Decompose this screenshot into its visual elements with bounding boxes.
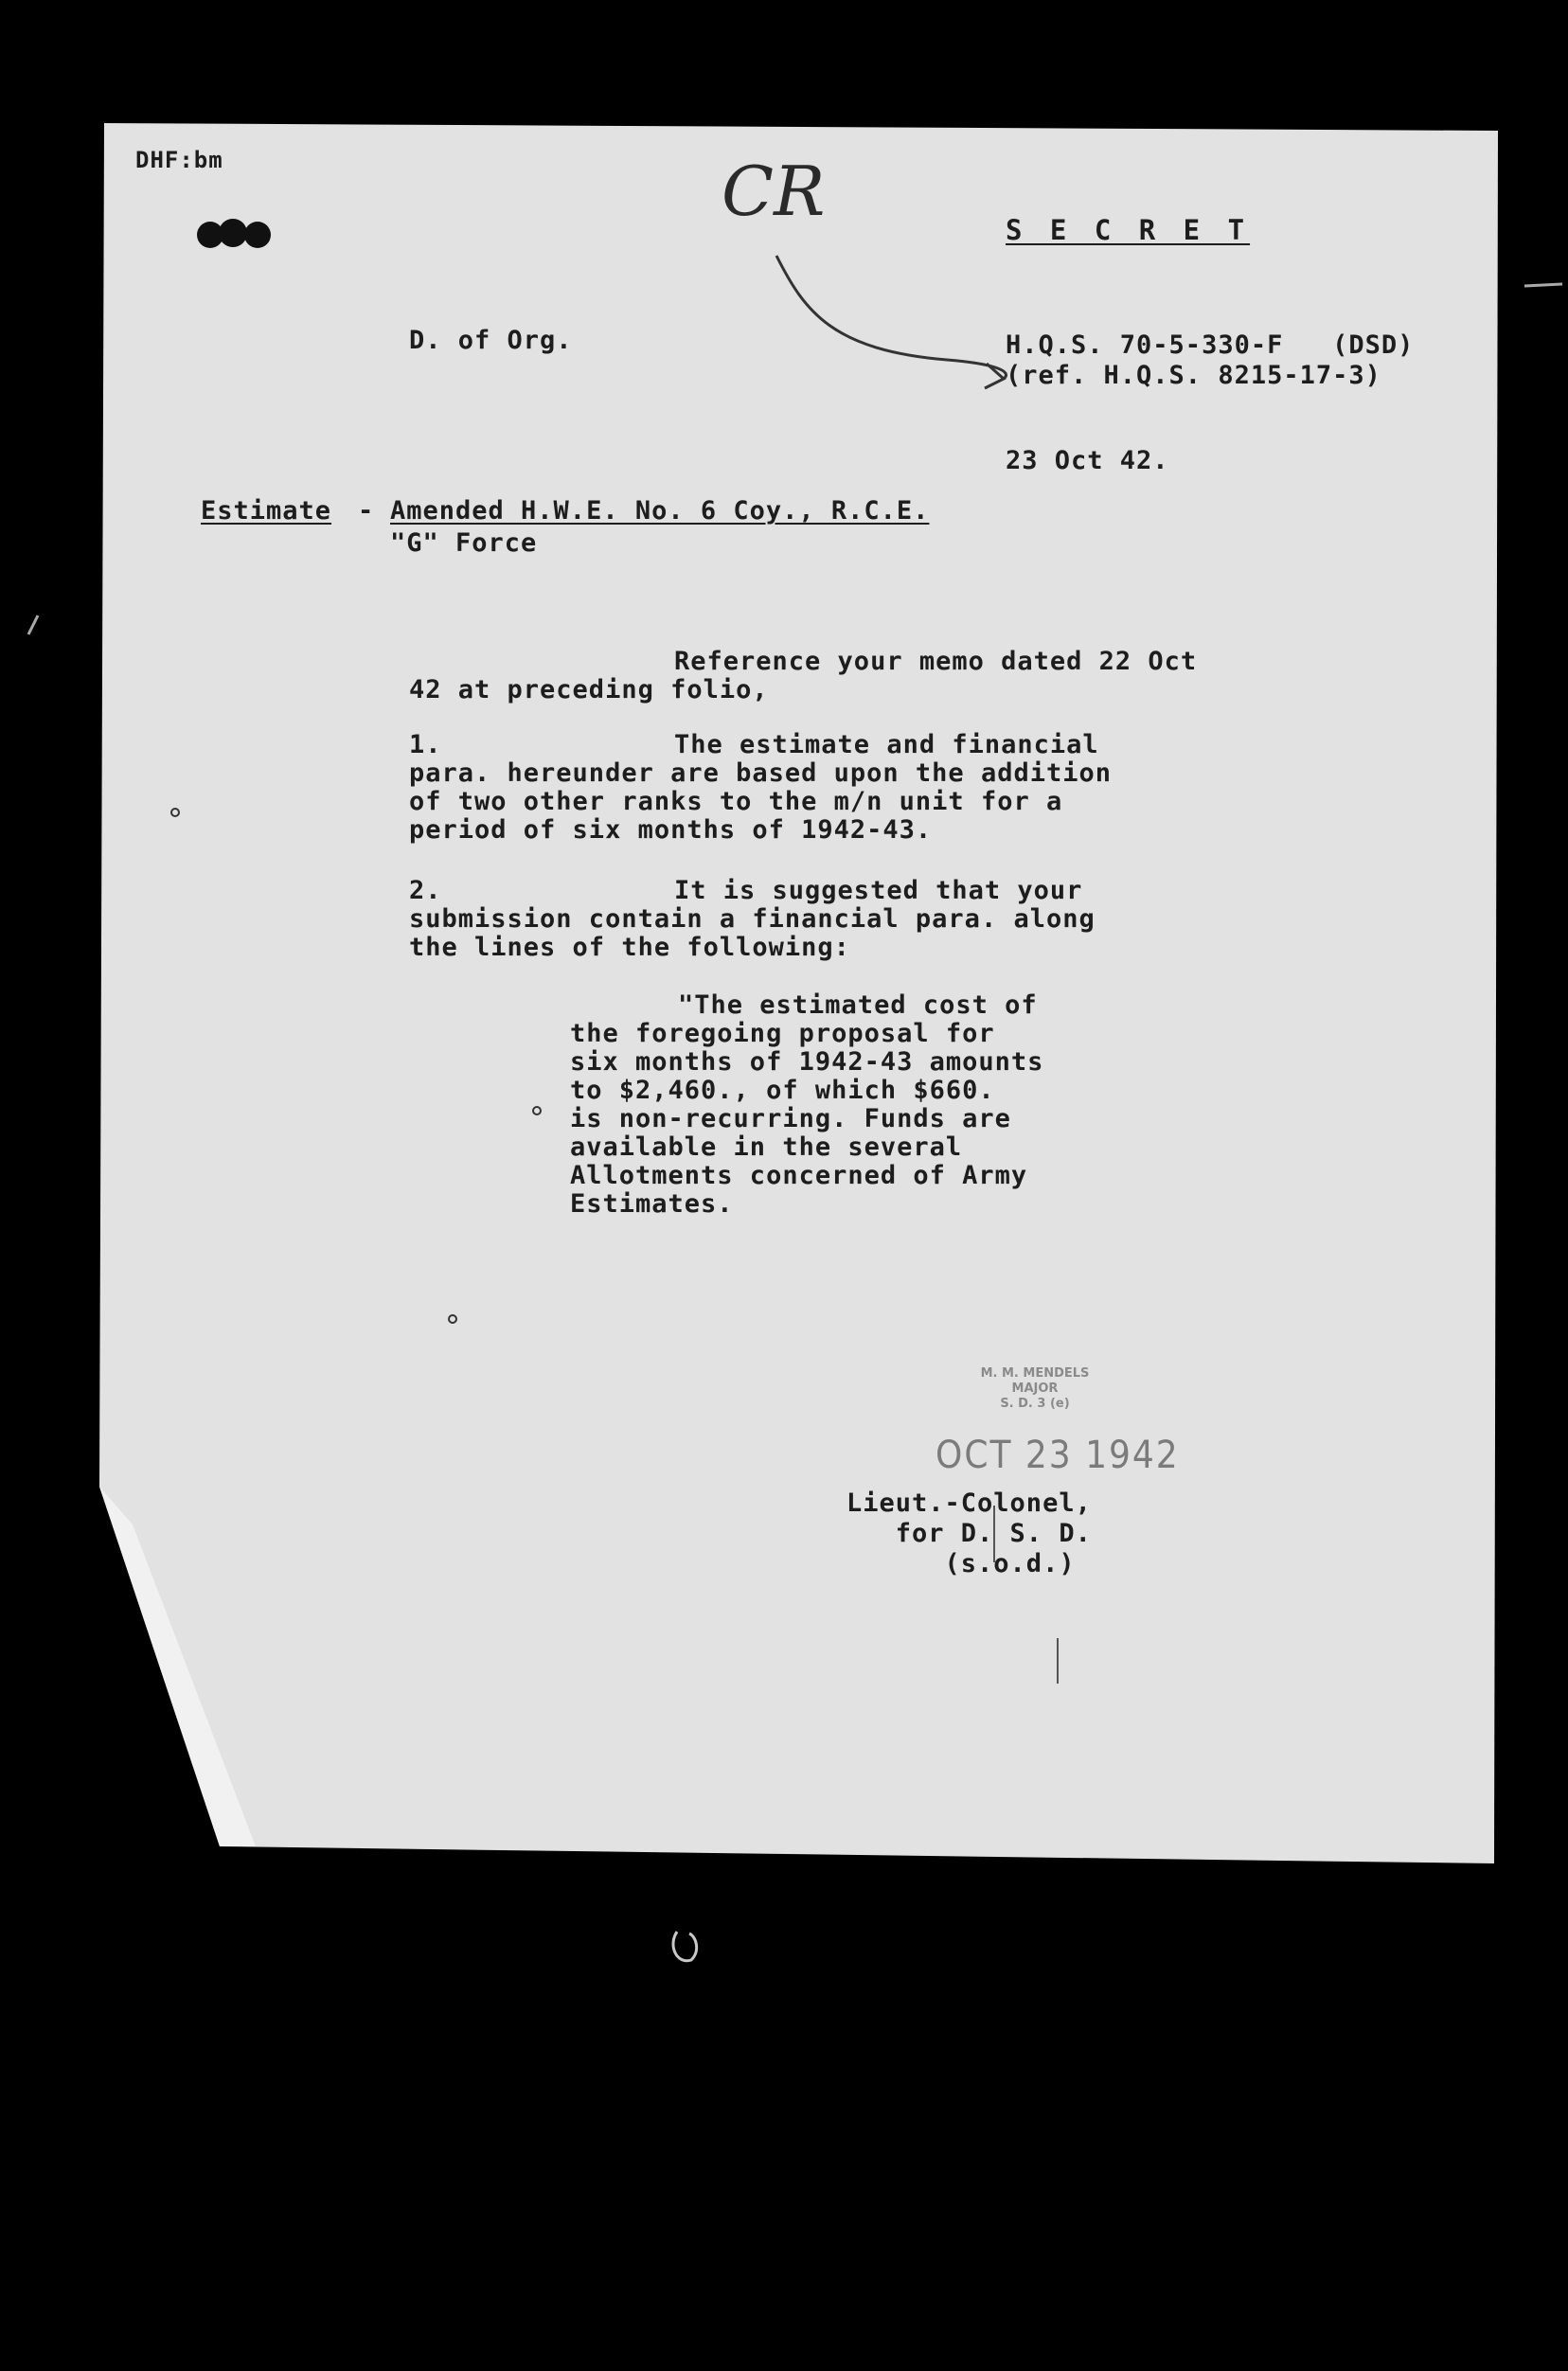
para2-line1: It is suggested that your [674, 876, 1083, 905]
ink-blot [197, 219, 271, 248]
memo-date: 23 Oct 42. [1006, 446, 1169, 475]
quote-line1: "The estimated cost of [678, 990, 1038, 1020]
intro-line1: Reference your memo dated 22 Oct [674, 647, 1198, 676]
subject-label: Estimate [201, 496, 332, 526]
para1-number: 1. [409, 730, 442, 759]
subject-line2: "G" Force [390, 528, 538, 558]
cross-reference: (ref. H.Q.S. 8215-17-3) [1006, 361, 1381, 390]
addressee: D. of Org. [409, 326, 573, 355]
intro-line2: 42 at preceding folio, [409, 675, 769, 704]
file-reference: H.Q.S. 70-5-330-F (DSD) [1006, 330, 1415, 360]
typist-initials: DHF:bm [135, 147, 223, 173]
para1-line1: The estimate and financial [674, 730, 1099, 759]
subject-dash: - [358, 496, 375, 526]
para2-body: submission contain a financial para. along the lines of the following: [409, 904, 1096, 962]
signature-block: Lieut.-Colonel, for D. S. D. (s.o.d.) [846, 1489, 1092, 1578]
received-stamp-date: OCT 23 1942 [935, 1434, 1180, 1477]
classification-secret: S E C R E T [1006, 214, 1251, 246]
edge-mark [28, 615, 38, 634]
quote-body: the foregoing proposal for six months of 1942-43 amounts to $2,460., of which $660. is non-recurring. Funds are available in the several Allotments concerned of Army Estimates. [570, 1019, 1044, 1219]
para1-body: para. hereunder are based upon the addition of two other ranks to the m/n unit for a period of six months of 1942-43. [409, 758, 1112, 845]
received-stamp-name: M. M. MENDELS [980, 1366, 1090, 1381]
edge-mark [1524, 284, 1562, 286]
received-stamp-rank: MAJOR [1011, 1382, 1059, 1396]
handwritten-mark: CR [722, 152, 826, 231]
ink-squiggle [673, 1932, 697, 1961]
subject-text: Amended H.W.E. No. 6 Coy., R.C.E. [390, 496, 930, 526]
para2-number: 2. [409, 876, 442, 905]
received-stamp-office: S. D. 3 (e) [1000, 1397, 1070, 1411]
